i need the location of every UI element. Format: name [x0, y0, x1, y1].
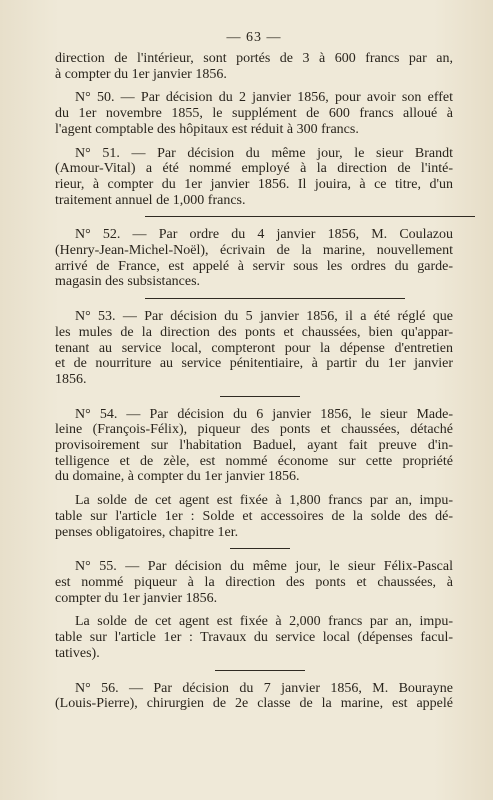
- paragraph-solde-55: [55, 614, 453, 661]
- text-line: rieur, à compter du 1er janvier 1856. Il jouira, à ce titre, d'un: [55, 176, 453, 192]
- text-line: à compter du 1er janvier 1856.: [55, 66, 227, 82]
- text-line: compter du 1er janvier 1856.: [55, 590, 218, 606]
- text-line: (Henry-Jean-Michel-Noël), écrivain de la marine, nouvellement: [55, 243, 453, 259]
- text-line: N° 54. — Par décision du 6 janvier 1856, le sieur Made-: [75, 406, 453, 422]
- text-line: penses obligatoires, chapitre 1er.: [55, 524, 239, 540]
- text-line: les mules de la direction des ponts et chaussées, bien qu'appar-: [55, 324, 453, 340]
- section-divider: [215, 670, 305, 671]
- text-line: La solde de cet agent est fixée à 2,000 francs par an, impu-: [75, 614, 453, 630]
- text-line: direction de l'intérieur, sont portés de 3 à 600 francs par an,: [55, 51, 453, 66]
- section-divider: [220, 396, 300, 397]
- text-line: est nommé piqueur à la direction des ponts et chaussées, à: [55, 574, 453, 590]
- paragraph-no-55: [55, 559, 453, 606]
- text-line: magasin des subsistances.: [55, 274, 201, 290]
- text-line: (Amour-Vital) a été nommé employé à la direction de l'inté-: [55, 161, 453, 177]
- text-line: leine (François-Félix), piqueur des ponts et chaussées, détaché: [55, 422, 453, 438]
- paragraph-no-50: [55, 90, 453, 137]
- text-line: du domaine, à compter du 1er janvier 1856.: [55, 469, 300, 485]
- text-line: (Louis-Pierre), chirurgien de 2e classe de la marine, est appelé: [55, 696, 453, 712]
- text-line: N° 53. — Par décision du 5 janvier 1856, il a été réglé que: [75, 309, 453, 325]
- section-divider: [230, 548, 290, 549]
- section-divider: [145, 298, 405, 299]
- text-line: tatives).: [55, 645, 100, 661]
- page-number: — 63 —: [226, 30, 282, 45]
- text-line: telligence et de zèle, est nommé économe sur cette propriété: [55, 453, 453, 469]
- text-line: N° 50. — Par décision du 2 janvier 1856, pour avoir son effet: [75, 90, 453, 106]
- paragraph-no-51: [55, 146, 453, 209]
- text-line: arrivé de France, est appelé à servir sous les ordres du garde-: [55, 258, 453, 274]
- text-line: N° 52. — Par ordre du 4 janvier 1856, M. Coulazou: [75, 227, 453, 243]
- paragraph-no-52: [55, 227, 453, 290]
- text-line: N° 51. — Par décision du même jour, le sieur Brandt: [75, 145, 453, 161]
- text-line: du 1er novembre 1855, le supplément de 600 francs alloué à: [55, 106, 453, 122]
- section-divider: [145, 216, 475, 217]
- paragraph-continuation: [55, 51, 453, 82]
- paragraph-no-54: [55, 407, 453, 486]
- text-line: provisoirement sur l'habitation Baduel, ayant fait preuve d'in-: [55, 438, 453, 454]
- text-line: table sur l'article 1er : Solde et accessoires de la solde des dé-: [55, 508, 453, 524]
- text-line: l'agent comptable des hôpitaux est réduit à 300 francs.: [55, 121, 359, 137]
- text-line: La solde de cet agent est fixée à 1,800 francs par an, impu-: [75, 493, 453, 509]
- text-line: N° 55. — Par décision du même jour, le sieur Félix-Pascal: [75, 559, 453, 575]
- text-line: tenant au service local, compteront pour la dépense d'entretien: [55, 340, 453, 356]
- paragraph-solde-54: [55, 493, 453, 540]
- paragraph-no-53: [55, 309, 453, 388]
- text-line: traitement annuel de 1,000 francs.: [55, 192, 246, 208]
- paragraph-no-56: [55, 681, 453, 712]
- text-line: table sur l'article 1er : Travaux du service local (dépenses facul-: [55, 630, 453, 646]
- text-line: et de nourriture au service pénitentiaire, à partir du 1er janvier: [55, 356, 453, 372]
- text-line: N° 56. — Par décision du 7 janvier 1856, M. Bourayne: [75, 680, 453, 696]
- text-line: 1856.: [55, 371, 87, 387]
